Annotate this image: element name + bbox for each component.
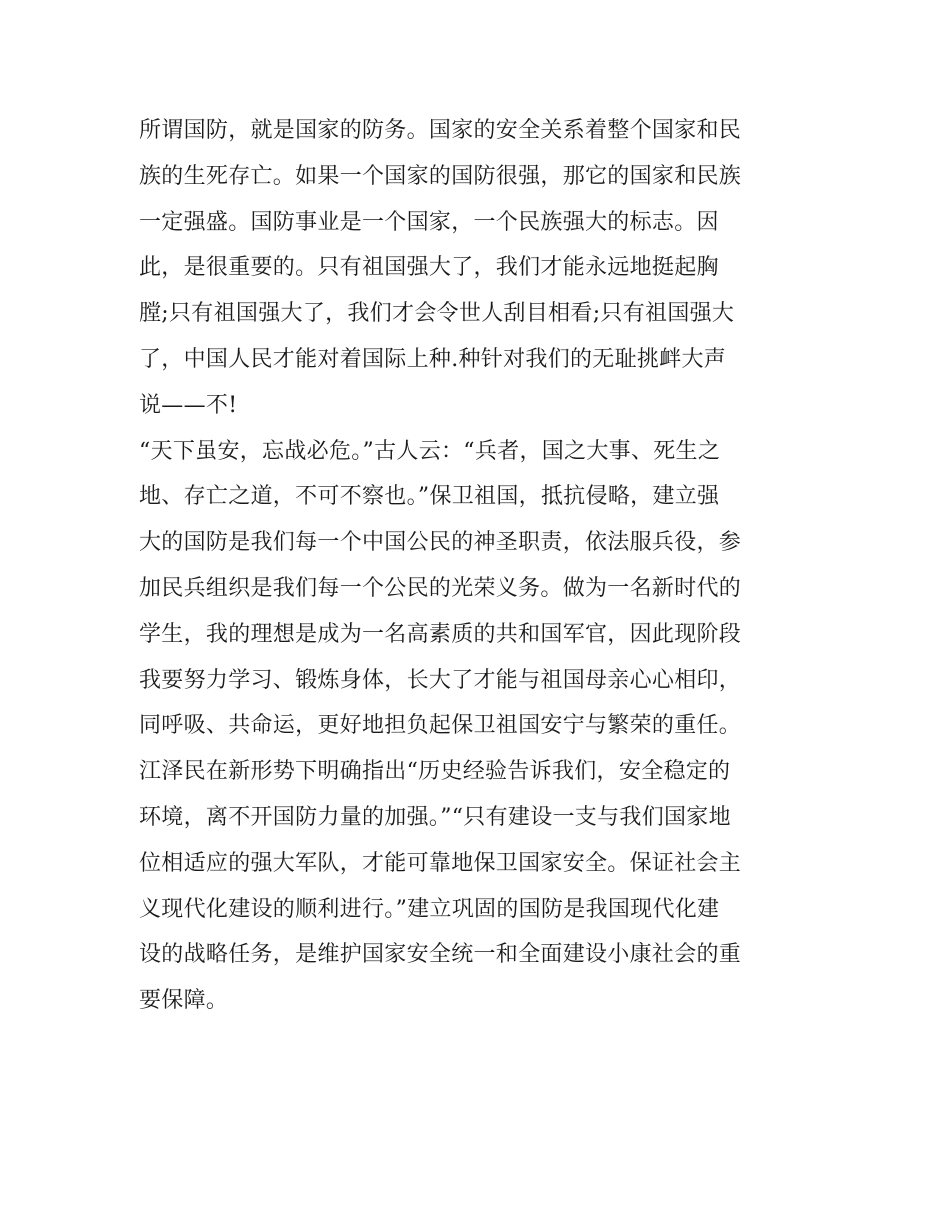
text-line: 此，是很重要的。只有祖国强大了，我们才能永远地挺起胸 [139,255,719,281]
text-line: “天下虽安，忘战必危。”古人云：“兵者，国之大事、死生之 [139,438,721,464]
text-line: 义现代化建设的顺利进行。”建立巩固的国防是我国现代化建 [139,896,720,922]
text-line: 加民兵组织是我们每一个公民的光荣义务。做为一名新时代的 [139,575,742,601]
text-line: 族的生死存亡。如果一个国家的国防很强，那它的国家和民族 [139,163,742,189]
text-line: 同呼吸、共命运，更好地担负起保卫祖国安宁与繁荣的重任。 [139,713,742,739]
text-line: 我要努力学习、锻炼身体，长大了才能与祖国母亲心心相印， [139,667,742,693]
text-line: 膛;只有祖国强大了，我们才会令世人刮目相看;只有祖国强大 [139,301,735,327]
text-line: 所谓国防，就是国家的防务。国家的安全关系着整个国家和民 [139,118,742,143]
text-line: 大的国防是我们每一个中国公民的神圣职责，依法服兵役，参 [139,530,742,556]
text-line: 一定强盛。国防事业是一个国家，一个民族强大的标志。因 [139,209,719,235]
text-line: 地、存亡之道，不可不察也。”保卫祖国，抵抗侵略，建立强 [139,484,720,510]
text-line: 说——不! [139,392,238,418]
text-line: 江泽民在新形势下明确指出“历史经验告诉我们，安全稳定的 [139,759,731,785]
text-line: 设的战略任务，是维护国家安全统一和全面建设小康社会的重 [139,942,742,968]
text-line: 学生，我的理想是成为一名高素质的共和国军官，因此现阶段 [139,621,742,647]
text-line: 了，中国人民才能对着国际上种.种针对我们的无耻挑衅大声 [139,346,727,372]
body-text [139,108,819,1024]
text-line: 环境，离不开国防力量的加强。”“只有建设一支与我们国家地 [139,804,731,830]
text-line: 要保障。 [139,988,229,1014]
text-line: 位相适应的强大军队，才能可靠地保卫国家安全。保证社会主 [139,850,742,876]
